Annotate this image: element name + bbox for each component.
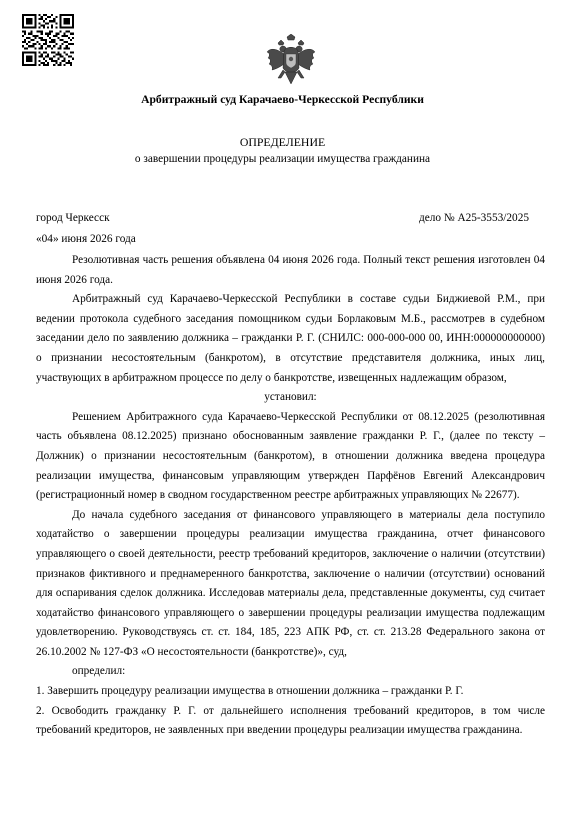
russian-coat-of-arms-icon <box>266 34 316 90</box>
court-name: Арбитражный суд Карачаево-Черкесской Республики <box>141 93 424 106</box>
document-subtitle: о завершении процедуры реализации имущества гражданина <box>134 153 431 165</box>
case-number: дело № А25-3553/2025 <box>418 212 529 224</box>
paragraph-decision: Решением Арбитражного суда Карачаево-Черкесской Республики от 08.12.2025 (резолютивная часть объявлена 08.12.2025) признано обоснованным заявление гражданки Р. Г., (далее по тексту – Должник) о признании несостоятельным (банкротом), в отношении должника введена процедура реализации имущества, финансовым управляющим утвержден Парфёнов Евгений Александрович (регистрационный номер в сводном государственном реестре арбитражных управляющих № 22677). <box>36 410 545 502</box>
heading-determined: определил: <box>72 665 126 678</box>
qr-code-icon <box>22 14 74 66</box>
paragraph-resolution: Резолютивная часть решения объявлена 04 июня 2026 года. Полный текст решения изготовлен 04 июня 2026 года. <box>36 254 545 286</box>
ruling-item-2: 2. Освободить гражданку Р. Г. от дальнейшего исполнения требований кредиторов, в том числе требований кредиторов, не заявленных при введении процедуры реализации имущества гражданина. <box>36 704 545 737</box>
paragraph-court-composition: Арбитражный суд Карачаево-Черкесской Республики в составе судьи Биджиевой Р.М., при ведении протокола судебного заседания помощником судьи Борлаковым М.Б., рассмотрев в судебном заседании дело по заявлению должника – гражданки Р. Г. (СНИЛС: 000-000-000 00, ИНН:000000000000) о признании несостоятельным (банкротом), в отсутствие представителя должника, иных лиц, участвующих в арбитражном процессе по делу о банкротстве, извещенных надлежащим образом, <box>36 293 545 384</box>
document-body <box>36 251 545 741</box>
paragraph-petition: До начала судебного заседания от финансового управляющего в материалы дела поступило ходатайство о завершении процедуры реализации имущества гражданина, отчет финансового управляющего о своей деятельности, реестр требований кредиторов, заключение о наличии (отсутствии) признаков фиктивного и преднамеренного банкротства, заключение о наличии (отсутствии) оснований для оспаривания сделок должника. Исследовав материалы дела, представленные документы, суд считает ходатайство финансового управляющего о завершении процедуры реализации имущества подлежащим удовлетворению. Руководствуясь ст. ст. 184, 185, 223 АПК РФ, ст. ст. 213.28 Федерального закона от 26.10.2002 № 127-ФЗ «О несостоятельности (банкротстве)», суд, <box>36 508 545 658</box>
document-title: ОПРЕДЕЛЕНИЕ <box>239 135 326 149</box>
ruling-item-1: 1. Завершить процедуру реализации имущества в отношении должника – гражданки Р. Г. <box>36 685 464 698</box>
heading-established: установил: <box>264 391 317 404</box>
city: город Черкесск <box>36 212 110 224</box>
document-date: «04» июня 2026 года <box>36 233 136 245</box>
